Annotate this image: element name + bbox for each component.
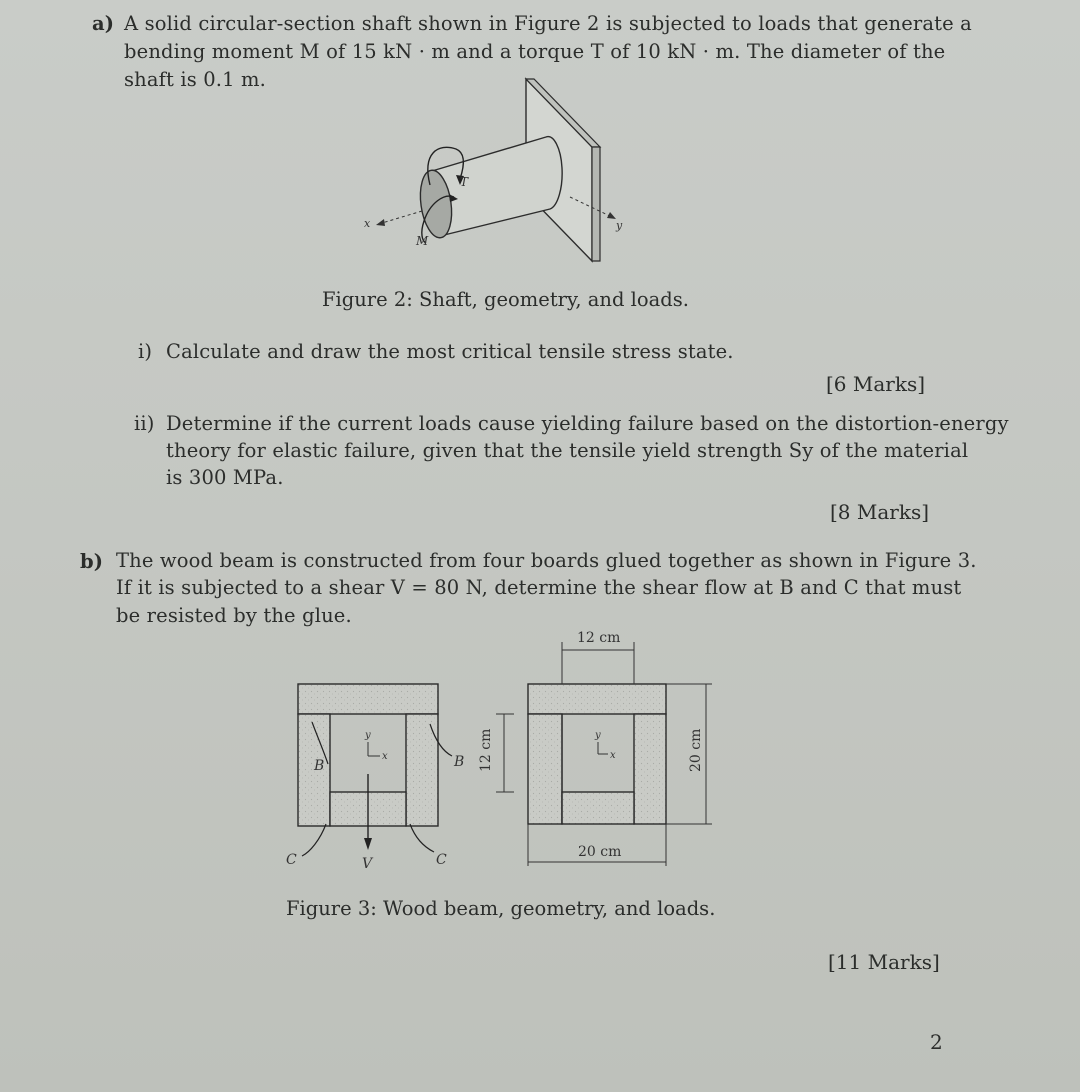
q-ii-label: ii) [134, 412, 155, 435]
left-C-label: C [286, 852, 297, 868]
right-B-label: B [454, 754, 465, 770]
moment-label: M [416, 234, 429, 248]
beam-section-right [528, 684, 666, 824]
part-a-line-1: A solid circular-section shaft shown in Figure 2 is subjected to loads that generate a [124, 12, 972, 35]
shaft-figure [360, 75, 650, 265]
q-i-marks: [6 Marks] [826, 372, 926, 396]
beam-section-left [286, 684, 464, 872]
page-number: 2 [930, 1030, 943, 1054]
part-b-line-1: The wood beam is constructed from four boards glued together as shown in Figure 3. [116, 549, 977, 572]
right-x-axis-label: x [610, 750, 616, 761]
right-dimension [666, 684, 712, 824]
top-12cm-label: 12 cm [577, 630, 621, 646]
torque-label: T [460, 175, 469, 189]
part-b-marks: [11 Marks] [828, 950, 940, 974]
top-dimension [562, 630, 634, 684]
q-i-label: i) [138, 340, 153, 363]
part-a-line-3: shaft is 0.1 m. [124, 68, 267, 91]
part-a-line-2: bending moment M of 15 kN · m and a torque T of 10 kN · m. The diameter of the [124, 40, 946, 63]
part-b-line-3: be resisted by the glue. [116, 604, 352, 627]
part-b-line-2: If it is subjected to a shear V = 80 N, determine the shear flow at B and C that must [116, 576, 962, 599]
right-y-axis-label: y [595, 730, 601, 741]
q-ii-line-2: theory for elastic failure, given that the tensile yield strength Sy of the material [166, 439, 969, 462]
q-ii-marks: [8 Marks] [830, 500, 930, 524]
q-ii-line-1: Determine if the current loads cause yielding failure based on the distortion-energy [166, 412, 1009, 435]
right-20cm-label: 20 cm [688, 728, 704, 772]
shaft-x-label: x [364, 217, 371, 230]
left-12cm-label: 12 cm [478, 728, 494, 772]
part-a-label: a) [92, 12, 115, 35]
figure-2-caption: Figure 2: Shaft, geometry, and loads. [322, 288, 689, 311]
q-ii-line-3: is 300 MPa. [166, 466, 284, 489]
figure-3-caption: Figure 3: Wood beam, geometry, and loads. [286, 897, 716, 920]
part-b-label: b) [80, 550, 104, 573]
left-B-label: B [314, 758, 325, 774]
right-C-label: C [436, 852, 447, 868]
q-i-text: Calculate and draw the most critical tensile stress state. [166, 340, 734, 363]
bottom-20cm-label: 20 cm [578, 844, 622, 860]
left-dimension [478, 714, 514, 792]
shaft-y-label: y [616, 219, 623, 232]
left-x-axis-label: x [382, 751, 388, 762]
wood-beam-figure [280, 624, 730, 874]
left-y-axis-label: y [365, 730, 371, 741]
shear-V-label: V [362, 856, 373, 872]
bottom-dimension [528, 824, 666, 866]
